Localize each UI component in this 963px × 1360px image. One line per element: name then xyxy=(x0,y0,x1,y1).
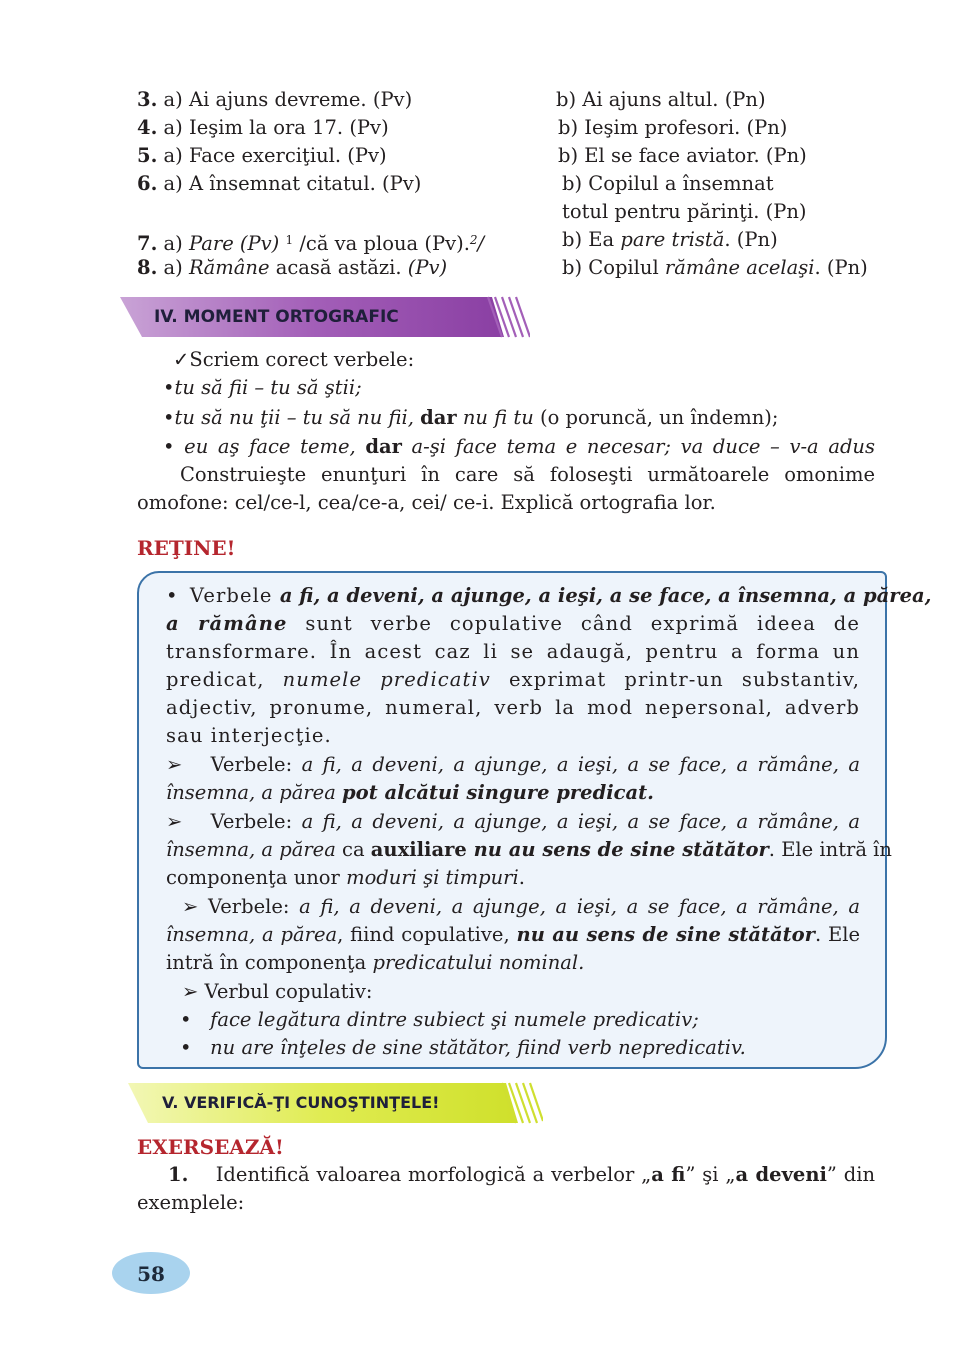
bullet-icon: • xyxy=(166,584,178,607)
section-4-banner xyxy=(120,295,530,339)
arrow-icon: ➢ xyxy=(182,980,199,1003)
retine-line-16: • face legătura dintre subiect şi numele predicativ; xyxy=(180,1008,699,1031)
retine-line-2: a rămâne sunt verbe copulative când exprimă ideea de xyxy=(166,612,860,635)
example-7-b: b) Ea pare tristă. (Pn) xyxy=(562,228,778,251)
example-3-b: b) Ai ajuns altul. (Pn) xyxy=(556,88,766,111)
example-8-a: 8. a) Rămâne acasă astăzi. (Pv) xyxy=(137,256,448,279)
exercise-1-line-1: 1. Identifică valoarea morfologică a verbelor „a fi” şi „a deveni” din xyxy=(168,1163,876,1186)
retine-line-13: însemna, a părea, fiind copulative, nu au sens de sine stătător. Ele xyxy=(166,923,860,946)
retine-line-3: transformare. În acest caz li se adaugă, pentru a forma un xyxy=(166,640,860,663)
retine-line-15: ➢ Verbul copulativ: xyxy=(182,980,373,1003)
retine-line-5: adjectiv, pronume, numeral, verb la mod nepersonal, adverb xyxy=(166,696,860,719)
retine-line-1: • Verbele a fi, a deveni, a ajunge, a ieşi, a se face, a însemna, a părea, xyxy=(166,584,932,607)
ortho-bullet-1: •tu să fii – tu să ştii; xyxy=(163,376,362,399)
section-5-banner xyxy=(128,1081,543,1125)
retine-line-9: ➢ Verbele: a fi, a deveni, a ajunge, a ieşi, a se face, a rămâne, a xyxy=(166,810,860,833)
bullet-icon: • xyxy=(163,376,175,399)
section-4-title: IV. MOMENT ORTOGRAFIC xyxy=(154,307,399,327)
retine-line-11: componenţa unor moduri şi timpuri. xyxy=(166,866,525,889)
arrow-icon: ➢ xyxy=(182,895,199,918)
exerseaza-heading: EXERSEAZĂ! xyxy=(137,1135,284,1159)
example-8-b: b) Copilul rămâne acelaşi. (Pn) xyxy=(562,256,868,279)
bullet-icon: • xyxy=(163,435,175,458)
example-5-a: 5. a) Face exerciţiul. (Pv) xyxy=(137,144,387,167)
bullet-icon: • xyxy=(163,406,175,429)
page-number: 58 xyxy=(112,1252,190,1294)
ortho-bullet-2: •tu să nu ţii – tu să nu fii, dar nu fi tu (o poruncă, un îndemn); xyxy=(163,406,779,429)
retine-line-6: sau interjecţie. xyxy=(166,724,332,747)
retine-line-7: ➢ Verbele: a fi, a deveni, a ajunge, a ieşi, a se face, a rămâne, a xyxy=(166,753,860,776)
ortho-task-line-2: omofone: cel/ce-l, cea/ce-a, cei/ ce-i. Explică ortografia lor. xyxy=(137,491,716,514)
retine-line-8: însemna, a părea pot alcătui singure predicat. xyxy=(166,781,654,804)
ortho-bullet-3: • eu aş face teme, dar a-şi face tema e necesar; va duce – v-a adus xyxy=(163,435,875,458)
retine-line-14: intră în componenţa predicatului nominal. xyxy=(166,951,585,974)
retine-heading: REŢINE! xyxy=(137,536,236,560)
example-4-b: b) Ieşim profesori. (Pn) xyxy=(558,116,788,139)
arrow-icon: ➢ xyxy=(166,810,183,833)
example-5-b: b) El se face aviator. (Pn) xyxy=(558,144,807,167)
example-6-b: b) Copilul a însemnat xyxy=(562,172,774,195)
bullet-icon: • xyxy=(180,1008,192,1031)
arrow-icon: ➢ xyxy=(166,753,183,776)
exercise-1-line-2: exemplele: xyxy=(137,1191,245,1214)
retine-line-10: însemna, a părea ca auxiliare nu au sens de sine stătător. Ele intră în xyxy=(166,838,892,861)
check-icon: ✓ xyxy=(173,348,190,371)
section-4-intro: ✓Scriem corect verbele: xyxy=(173,348,415,371)
example-4-a: 4. a) Ieşim la ora 17. (Pv) xyxy=(137,116,389,139)
retine-line-4: predicat, numele predicativ exprimat printr-un substantiv, xyxy=(166,668,861,691)
ortho-task-line-1: Construieşte enunţuri în care să foloseşti următoarele omonime xyxy=(180,463,875,486)
bullet-icon: • xyxy=(180,1036,192,1059)
retine-line-17: • nu are înţeles de sine stătător, fiind verb nepredicativ. xyxy=(180,1036,746,1059)
example-6-a: 6. a) A însemnat citatul. (Pv) xyxy=(137,172,422,195)
section-5-title: V. VERIFICĂ-ŢI CUNOŞTINŢELE! xyxy=(162,1093,440,1112)
example-6-b-cont: totul pentru părinţi. (Pn) xyxy=(562,200,807,223)
retine-line-12: ➢ Verbele: a fi, a deveni, a ajunge, a ieşi, a se face, a rămâne, a xyxy=(182,895,860,918)
example-3-a: 3. a) Ai ajuns devreme. (Pv) xyxy=(137,88,413,111)
example-7-a: 7. a) Pare (Pv) $^1$ /că va ploua (Pv).$^2$/ xyxy=(137,232,485,255)
